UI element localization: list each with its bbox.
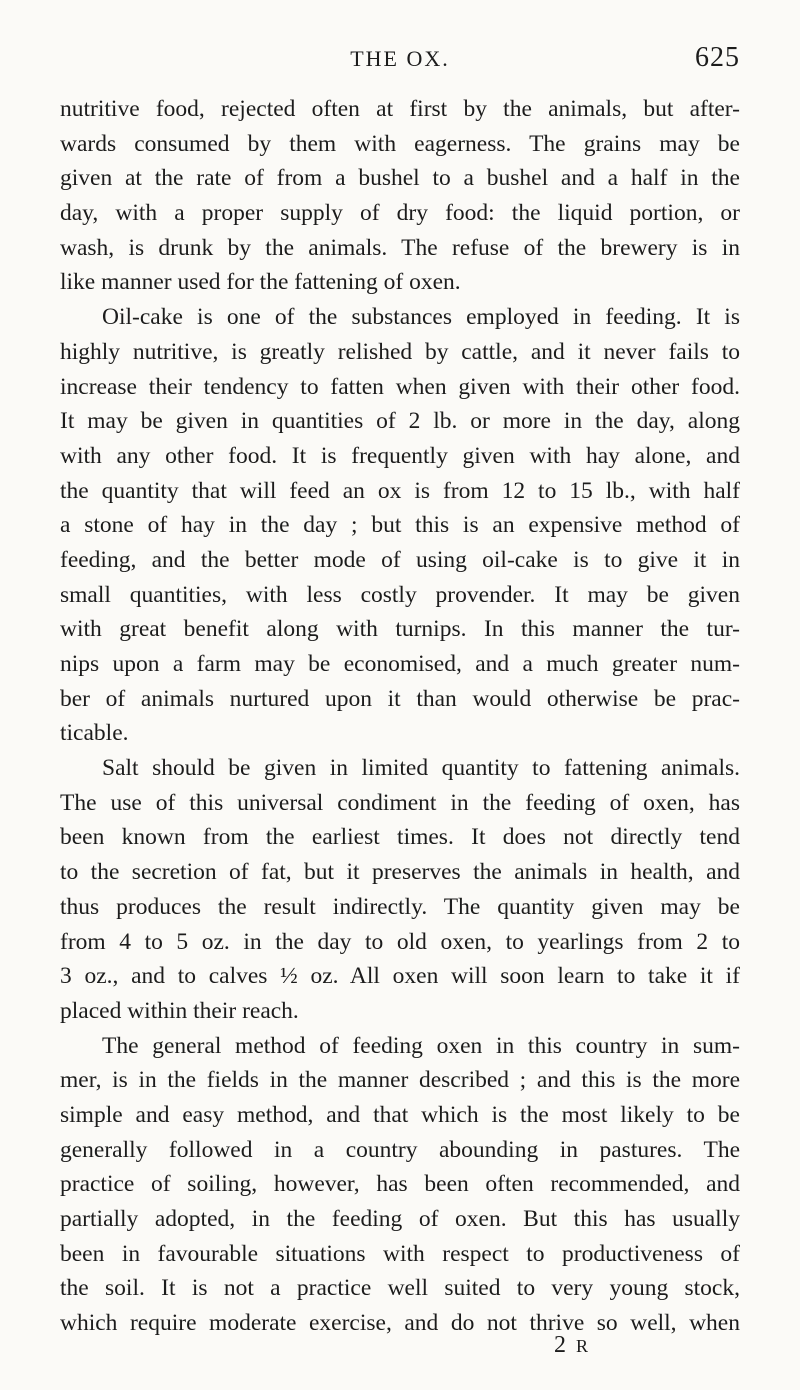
text-line: increase their tendency to fatten when given with their other food. <box>60 373 740 400</box>
text-line: ber of animals nurtured upon it than would otherwise be prac- <box>60 685 740 712</box>
text-line: practice of soiling, however, has been often recommended, and <box>60 1171 740 1198</box>
signature-number: 2 <box>554 1332 568 1358</box>
text-line: to the secretion of fat, but it preserves the animals in health, and <box>60 859 740 886</box>
paragraph-start: Oil-cake is one of the substances employed in feeding. It is <box>102 304 740 331</box>
text-line: day, with a proper supply of dry food: the liquid portion, or <box>60 200 740 227</box>
text-line: The use of this universal condiment in the feeding of oxen, has <box>60 789 740 816</box>
text-line: ticable. <box>60 720 129 747</box>
text-line: with great benefit along with turnips. In this manner the tur- <box>60 616 740 643</box>
text-line: nips upon a farm may be economised, and a much greater num- <box>60 651 740 677</box>
paragraph-start: The general method of feeding oxen in this country in sum- <box>102 1032 740 1059</box>
text-line: partially adopted, in the feeding of oxen. But this has usually <box>60 1206 740 1232</box>
text-line: simple and easy method, and that which is the most likely to be <box>60 1101 740 1128</box>
text-line: nutritive food, rejected often at first by the animals, but after- <box>60 96 740 122</box>
text-line: been known from the earliest times. It does not directly tend <box>60 824 740 851</box>
page-number: 625 <box>695 42 740 73</box>
text-line: highly nutritive, is greatly relished by cattle, and it never fails to <box>60 338 740 365</box>
text-line: with any other food. It is frequently given with hay alone, and <box>60 442 740 469</box>
text-line: from 4 to 5 oz. in the day to old oxen, to yearlings from 2 to <box>60 928 740 955</box>
text-line: placed within their reach. <box>60 997 299 1024</box>
text-line: been in favourable situations with respect to productiveness of <box>60 1240 740 1267</box>
text-line: the quantity that will feed an ox is from 12 to 15 lb., with half <box>60 477 740 504</box>
text-line: a stone of hay in the day ; but this is an expensive method of <box>60 512 740 539</box>
body-text <box>60 92 740 1341</box>
text-line: wards consumed by them with eagerness. The grains may be <box>60 130 740 157</box>
running-head: THE OX. <box>350 46 450 71</box>
page-header <box>60 44 740 84</box>
text-line: which require moderate exercise, and do not thrive so well, when <box>60 1310 740 1337</box>
text-line: 3 oz., and to calves ½ oz. All oxen will soon learn to take it if <box>60 963 740 990</box>
printer-signature <box>554 1332 589 1359</box>
text-line: It may be given in quantities of 2 lb. or more in the day, along <box>60 408 740 435</box>
text-line: mer, is in the fields in the manner described ; and this is the more <box>60 1067 740 1094</box>
text-line: small quantities, with less costly provender. It may be given <box>60 581 740 608</box>
text-line: like manner used for the fattening of oxen. <box>60 269 461 296</box>
text-line: feeding, and the better mode of using oil-cake is to give it in <box>60 546 740 573</box>
text-line: given at the rate of from a bushel to a bushel and a half in the <box>60 165 740 192</box>
text-line: thus produces the result indirectly. The quantity given may be <box>60 893 740 920</box>
text-line: generally followed in a country abounding in pastures. The <box>60 1136 740 1163</box>
paragraph-start: Salt should be given in limited quantity to fattening animals. <box>102 755 740 782</box>
signature-letter: R <box>576 1336 590 1356</box>
text-line: wash, is drunk by the animals. The refuse of the brewery is in <box>60 234 740 261</box>
text-line: the soil. It is not a practice well suited to very young stock, <box>60 1275 740 1302</box>
